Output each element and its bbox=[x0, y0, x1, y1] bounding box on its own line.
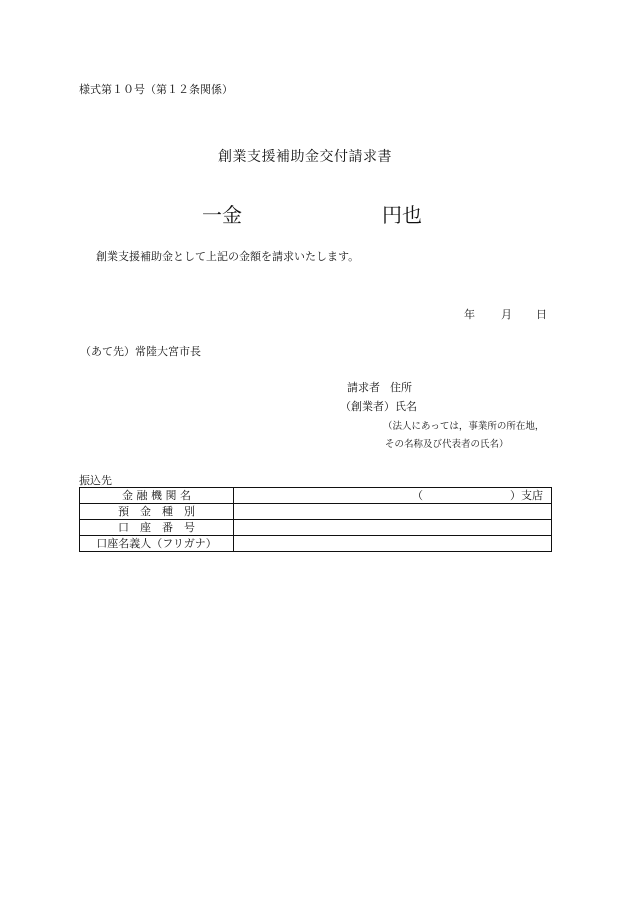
corporate-note-line2: その名称及び代表者の氏名） bbox=[385, 439, 509, 450]
bank-name-field[interactable] bbox=[234, 488, 552, 504]
bank-name-label: 金 融 機 関 名 bbox=[80, 488, 234, 504]
name-label: 氏名 bbox=[395, 400, 417, 413]
table-row bbox=[80, 504, 552, 520]
document-title: 創業支援補助金交付請求書 bbox=[218, 149, 392, 165]
form-number: 様式第１０号（第１２条関係） bbox=[79, 83, 233, 96]
request-sentence: 創業支援補助金として上記の金額を請求いたします。 bbox=[96, 250, 360, 263]
account-holder-label: 口座名義人（フリガナ） bbox=[80, 536, 234, 552]
branch-paren-open: （ bbox=[412, 489, 423, 502]
addressee: （あて先）常陸大宮市長 bbox=[80, 345, 201, 358]
branch-suffix: ）支店 bbox=[510, 489, 543, 502]
table-row bbox=[80, 488, 552, 504]
address-label: 住所 bbox=[390, 381, 412, 394]
amount-prefix: 一金 bbox=[202, 203, 242, 227]
account-number-field[interactable] bbox=[234, 520, 552, 536]
date-year-label: 年 bbox=[464, 308, 475, 321]
corporate-note-line1: （法人にあっては，事業所の所在地， bbox=[383, 421, 545, 432]
applicant-role-label: 請求者 bbox=[347, 381, 380, 394]
deposit-type-field[interactable] bbox=[234, 504, 552, 520]
deposit-type-label: 預 金 種 別 bbox=[80, 504, 234, 520]
account-number-label: 口 座 番 号 bbox=[80, 520, 234, 536]
amount-suffix: 円也 bbox=[382, 203, 422, 227]
account-holder-field[interactable] bbox=[234, 536, 552, 552]
table-row bbox=[80, 520, 552, 536]
founder-label: （創業者） bbox=[340, 400, 395, 413]
transfer-heading: 振込先 bbox=[79, 474, 112, 487]
applicant-name-line bbox=[340, 398, 417, 414]
bank-account-table bbox=[79, 487, 552, 552]
date-month-label: 月 bbox=[501, 308, 512, 321]
applicant-address-line bbox=[347, 379, 412, 395]
date-day-label: 日 bbox=[536, 308, 547, 321]
table-row bbox=[80, 536, 552, 552]
